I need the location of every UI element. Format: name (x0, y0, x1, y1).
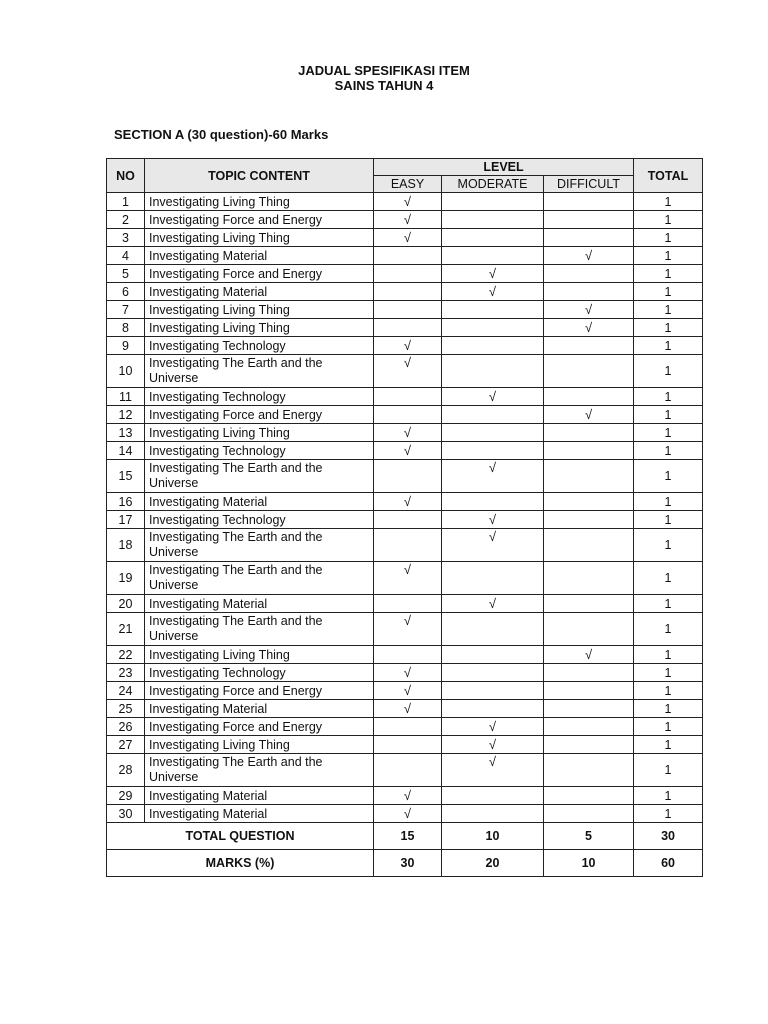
row-total: 1 (634, 562, 703, 595)
check-mark-icon: √ (584, 301, 593, 317)
level-difficult-cell (544, 787, 634, 805)
check-mark-icon: √ (403, 562, 412, 577)
row-total: 1 (634, 805, 703, 823)
row-number: 27 (107, 736, 145, 754)
row-total: 1 (634, 337, 703, 355)
topic-cell: Investigating Force and Energy (145, 682, 374, 700)
topic-cell: Investigating Material (145, 787, 374, 805)
table-row (107, 265, 703, 283)
row-total: 1 (634, 493, 703, 511)
table-row (107, 229, 703, 247)
table-row (107, 562, 703, 595)
level-difficult-cell (544, 754, 634, 787)
table-row (107, 493, 703, 511)
marks-total: 60 (634, 850, 703, 877)
check-mark-icon: √ (488, 265, 497, 281)
check-mark-icon: √ (584, 247, 593, 263)
topic-cell: Investigating Living Thing (145, 646, 374, 664)
total-question-easy: 15 (374, 823, 442, 850)
row-number: 19 (107, 562, 145, 595)
level-easy-cell (374, 442, 442, 460)
level-easy-cell (374, 754, 442, 787)
topic-cell: Investigating Material (145, 283, 374, 301)
level-difficult-cell (544, 229, 634, 247)
row-number: 13 (107, 424, 145, 442)
row-total: 1 (634, 595, 703, 613)
check-mark-icon: √ (403, 229, 412, 245)
page-subtitle: SAINS TAHUN 4 (334, 78, 434, 93)
topic-cell: Investigating Force and Energy (145, 406, 374, 424)
table-row (107, 511, 703, 529)
row-number: 8 (107, 319, 145, 337)
level-moderate-cell (442, 562, 544, 595)
row-number: 21 (107, 613, 145, 646)
level-easy-cell (374, 301, 442, 319)
level-easy-cell (374, 283, 442, 301)
row-number: 1 (107, 193, 145, 211)
level-difficult-cell (544, 718, 634, 736)
level-moderate-cell (442, 283, 544, 301)
row-number: 10 (107, 355, 145, 388)
level-moderate-cell (442, 613, 544, 646)
level-easy-cell (374, 682, 442, 700)
level-difficult-cell (544, 460, 634, 493)
topic-cell: Investigating Technology (145, 337, 374, 355)
row-number: 30 (107, 805, 145, 823)
topic-cell: Investigating Living Thing (145, 301, 374, 319)
header-total: TOTAL (634, 159, 703, 193)
check-mark-icon: √ (403, 442, 412, 458)
level-difficult-cell (544, 319, 634, 337)
level-moderate-cell (442, 646, 544, 664)
level-moderate-cell (442, 700, 544, 718)
topic-cell: Investigating Technology (145, 388, 374, 406)
row-total: 1 (634, 682, 703, 700)
level-easy-cell (374, 613, 442, 646)
check-mark-icon: √ (488, 595, 497, 611)
marks-easy: 30 (374, 850, 442, 877)
row-total: 1 (634, 700, 703, 718)
check-mark-icon: √ (403, 337, 412, 353)
row-total: 1 (634, 424, 703, 442)
topic-cell: Investigating Living Thing (145, 424, 374, 442)
table-row (107, 700, 703, 718)
level-easy-cell (374, 337, 442, 355)
topic-cell: Investigating The Earth and the Universe (145, 355, 374, 388)
header-level: LEVEL (374, 159, 634, 176)
specification-table (106, 158, 703, 877)
level-difficult-cell (544, 805, 634, 823)
check-mark-icon: √ (488, 460, 497, 475)
topic-cell: Investigating Living Thing (145, 319, 374, 337)
marks-row (107, 850, 703, 877)
row-number: 12 (107, 406, 145, 424)
page-title: JADUAL SPESIFIKASI ITEM (298, 63, 470, 78)
header-no: NO (107, 159, 145, 193)
level-easy-cell (374, 595, 442, 613)
row-total: 1 (634, 787, 703, 805)
level-difficult-cell (544, 247, 634, 265)
level-moderate-cell (442, 301, 544, 319)
check-mark-icon: √ (488, 718, 497, 734)
check-mark-icon: √ (584, 319, 593, 335)
level-easy-cell (374, 388, 442, 406)
check-mark-icon: √ (488, 283, 497, 299)
row-number: 18 (107, 529, 145, 562)
topic-cell: Investigating Technology (145, 442, 374, 460)
table-row (107, 355, 703, 388)
table-row (107, 301, 703, 319)
level-easy-cell (374, 424, 442, 442)
check-mark-icon: √ (488, 511, 497, 527)
table-row (107, 613, 703, 646)
table-body (107, 193, 703, 823)
level-difficult-cell (544, 301, 634, 319)
row-total: 1 (634, 283, 703, 301)
level-difficult-cell (544, 442, 634, 460)
level-difficult-cell (544, 337, 634, 355)
level-moderate-cell (442, 424, 544, 442)
level-moderate-cell (442, 355, 544, 388)
table-row (107, 424, 703, 442)
marks-moderate: 20 (442, 850, 544, 877)
row-number: 3 (107, 229, 145, 247)
level-moderate-cell (442, 193, 544, 211)
level-difficult-cell (544, 193, 634, 211)
level-moderate-cell (442, 247, 544, 265)
level-easy-cell (374, 265, 442, 283)
row-number: 29 (107, 787, 145, 805)
level-difficult-cell (544, 646, 634, 664)
row-total: 1 (634, 529, 703, 562)
header-moderate: MODERATE (442, 176, 544, 193)
topic-cell: Investigating Technology (145, 664, 374, 682)
row-total: 1 (634, 646, 703, 664)
row-total: 1 (634, 613, 703, 646)
topic-cell: Investigating Living Thing (145, 229, 374, 247)
row-number: 11 (107, 388, 145, 406)
total-question-moderate: 10 (442, 823, 544, 850)
total-question-label: TOTAL QUESTION (107, 823, 374, 850)
level-moderate-cell (442, 229, 544, 247)
level-difficult-cell (544, 211, 634, 229)
table-row (107, 787, 703, 805)
title-block (0, 63, 768, 93)
level-difficult-cell (544, 406, 634, 424)
header-difficult: DIFFICULT (544, 176, 634, 193)
check-mark-icon: √ (403, 424, 412, 440)
check-mark-icon: √ (403, 700, 412, 716)
check-mark-icon: √ (488, 388, 497, 404)
level-moderate-cell (442, 718, 544, 736)
topic-cell: Investigating The Earth and the Universe (145, 460, 374, 493)
row-number: 23 (107, 664, 145, 682)
level-difficult-cell (544, 664, 634, 682)
row-number: 7 (107, 301, 145, 319)
level-moderate-cell (442, 511, 544, 529)
level-moderate-cell (442, 460, 544, 493)
table-row (107, 406, 703, 424)
level-difficult-cell (544, 595, 634, 613)
level-moderate-cell (442, 682, 544, 700)
level-difficult-cell (544, 529, 634, 562)
level-easy-cell (374, 787, 442, 805)
row-number: 17 (107, 511, 145, 529)
level-difficult-cell (544, 265, 634, 283)
level-easy-cell (374, 718, 442, 736)
row-total: 1 (634, 247, 703, 265)
row-total: 1 (634, 460, 703, 493)
level-difficult-cell (544, 424, 634, 442)
row-total: 1 (634, 718, 703, 736)
table-row (107, 805, 703, 823)
check-mark-icon: √ (488, 736, 497, 752)
row-number: 25 (107, 700, 145, 718)
row-total: 1 (634, 754, 703, 787)
check-mark-icon: √ (488, 754, 497, 769)
marks-difficult: 10 (544, 850, 634, 877)
topic-cell: Investigating Living Thing (145, 193, 374, 211)
total-question-difficult: 5 (544, 823, 634, 850)
level-moderate-cell (442, 787, 544, 805)
level-easy-cell (374, 319, 442, 337)
row-number: 26 (107, 718, 145, 736)
level-easy-cell (374, 736, 442, 754)
row-number: 4 (107, 247, 145, 265)
topic-cell: Investigating The Earth and the Universe (145, 529, 374, 562)
table-row (107, 460, 703, 493)
row-number: 2 (107, 211, 145, 229)
topic-cell: Investigating Living Thing (145, 736, 374, 754)
topic-cell: Investigating The Earth and the Universe (145, 562, 374, 595)
row-total: 1 (634, 211, 703, 229)
row-number: 28 (107, 754, 145, 787)
table-row (107, 283, 703, 301)
level-moderate-cell (442, 211, 544, 229)
row-total: 1 (634, 301, 703, 319)
level-difficult-cell (544, 700, 634, 718)
topic-cell: Investigating Force and Energy (145, 211, 374, 229)
row-number: 15 (107, 460, 145, 493)
row-total: 1 (634, 442, 703, 460)
check-mark-icon: √ (403, 193, 412, 209)
marks-label: MARKS (%) (107, 850, 374, 877)
table-row (107, 529, 703, 562)
level-easy-cell (374, 355, 442, 388)
level-easy-cell (374, 193, 442, 211)
level-easy-cell (374, 700, 442, 718)
table-row (107, 247, 703, 265)
level-moderate-cell (442, 529, 544, 562)
level-moderate-cell (442, 493, 544, 511)
row-total: 1 (634, 388, 703, 406)
check-mark-icon: √ (403, 355, 412, 370)
level-difficult-cell (544, 562, 634, 595)
row-number: 9 (107, 337, 145, 355)
table-row (107, 442, 703, 460)
level-difficult-cell (544, 511, 634, 529)
check-mark-icon: √ (488, 529, 497, 544)
row-total: 1 (634, 355, 703, 388)
row-number: 14 (107, 442, 145, 460)
topic-cell: Investigating The Earth and the Universe (145, 613, 374, 646)
table-row (107, 211, 703, 229)
topic-cell: Investigating Material (145, 805, 374, 823)
total-question-total: 30 (634, 823, 703, 850)
check-mark-icon: √ (403, 493, 412, 509)
table-row (107, 664, 703, 682)
level-easy-cell (374, 511, 442, 529)
row-number: 6 (107, 283, 145, 301)
level-easy-cell (374, 229, 442, 247)
table-row (107, 646, 703, 664)
row-number: 20 (107, 595, 145, 613)
level-easy-cell (374, 529, 442, 562)
table-row (107, 595, 703, 613)
check-mark-icon: √ (584, 406, 593, 422)
level-moderate-cell (442, 805, 544, 823)
level-difficult-cell (544, 493, 634, 511)
level-easy-cell (374, 211, 442, 229)
level-easy-cell (374, 664, 442, 682)
row-number: 24 (107, 682, 145, 700)
table-row (107, 754, 703, 787)
level-difficult-cell (544, 283, 634, 301)
table-row (107, 388, 703, 406)
level-difficult-cell (544, 613, 634, 646)
level-moderate-cell (442, 319, 544, 337)
level-easy-cell (374, 460, 442, 493)
level-easy-cell (374, 247, 442, 265)
topic-cell: Investigating Force and Energy (145, 718, 374, 736)
header-easy: EASY (374, 176, 442, 193)
table-row (107, 736, 703, 754)
check-mark-icon: √ (403, 664, 412, 680)
check-mark-icon: √ (584, 646, 593, 662)
row-number: 22 (107, 646, 145, 664)
topic-cell: Investigating The Earth and the Universe (145, 754, 374, 787)
level-moderate-cell (442, 595, 544, 613)
row-number: 5 (107, 265, 145, 283)
level-difficult-cell (544, 388, 634, 406)
level-moderate-cell (442, 442, 544, 460)
level-easy-cell (374, 562, 442, 595)
row-total: 1 (634, 664, 703, 682)
level-easy-cell (374, 646, 442, 664)
level-easy-cell (374, 805, 442, 823)
level-difficult-cell (544, 736, 634, 754)
table-row (107, 319, 703, 337)
row-total: 1 (634, 193, 703, 211)
check-mark-icon: √ (403, 787, 412, 803)
level-easy-cell (374, 406, 442, 424)
row-total: 1 (634, 265, 703, 283)
table-row (107, 718, 703, 736)
topic-cell: Investigating Material (145, 247, 374, 265)
table-row (107, 337, 703, 355)
table-row (107, 193, 703, 211)
check-mark-icon: √ (403, 682, 412, 698)
level-moderate-cell (442, 406, 544, 424)
level-moderate-cell (442, 388, 544, 406)
topic-cell: Investigating Material (145, 595, 374, 613)
topic-cell: Investigating Material (145, 700, 374, 718)
row-total: 1 (634, 319, 703, 337)
row-total: 1 (634, 511, 703, 529)
level-moderate-cell (442, 754, 544, 787)
level-difficult-cell (544, 682, 634, 700)
check-mark-icon: √ (403, 613, 412, 628)
section-heading: SECTION A (30 question)-60 Marks (114, 127, 329, 142)
check-mark-icon: √ (403, 805, 412, 821)
topic-cell: Investigating Material (145, 493, 374, 511)
row-number: 16 (107, 493, 145, 511)
topic-cell: Investigating Technology (145, 511, 374, 529)
level-moderate-cell (442, 337, 544, 355)
table-row (107, 682, 703, 700)
topic-cell: Investigating Force and Energy (145, 265, 374, 283)
header-topic: TOPIC CONTENT (145, 159, 374, 193)
row-total: 1 (634, 406, 703, 424)
level-moderate-cell (442, 265, 544, 283)
check-mark-icon: √ (403, 211, 412, 227)
row-total: 1 (634, 736, 703, 754)
level-moderate-cell (442, 736, 544, 754)
total-question-row (107, 823, 703, 850)
level-easy-cell (374, 493, 442, 511)
level-difficult-cell (544, 355, 634, 388)
row-total: 1 (634, 229, 703, 247)
level-moderate-cell (442, 664, 544, 682)
